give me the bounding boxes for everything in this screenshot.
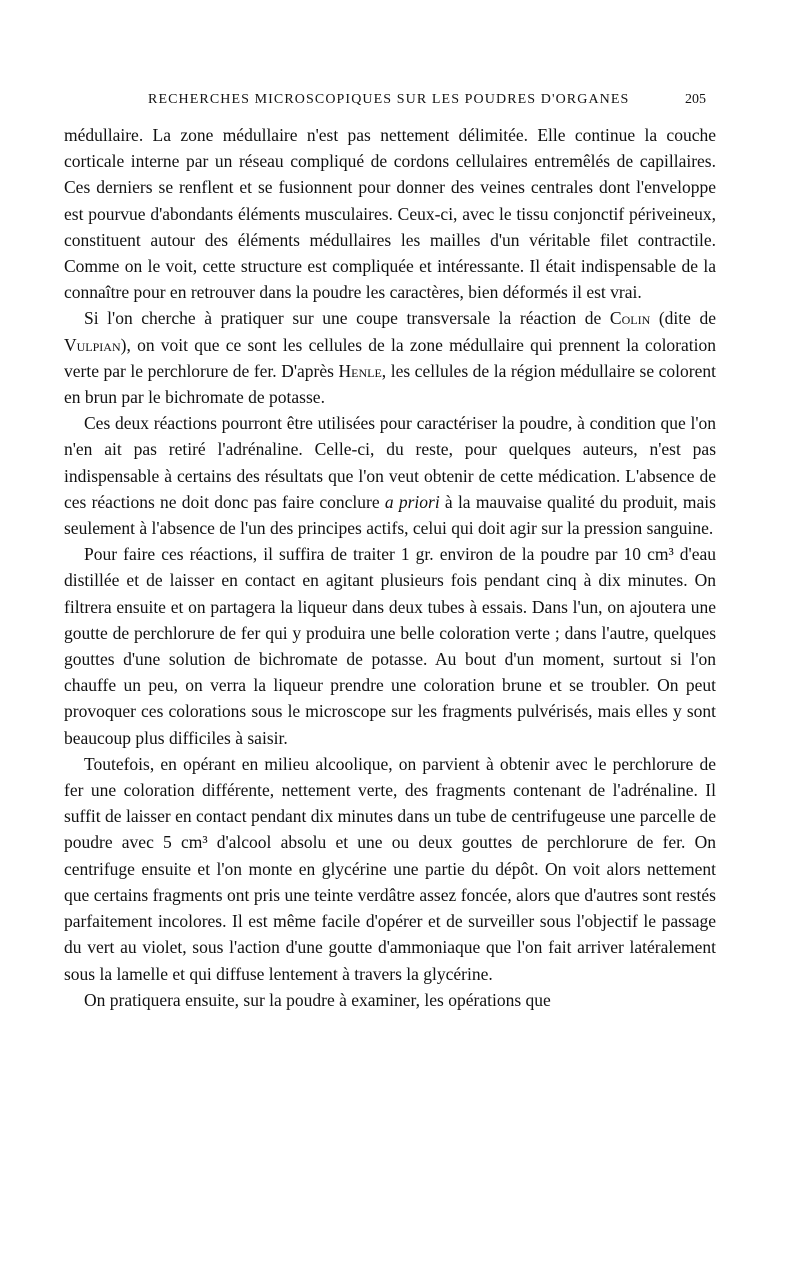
text-run: à la mauvaise qualité du produit, mais seulement à l'absence de l'un des principes actifs, celui qui doit agir sur la pression sanguine. xyxy=(64,491,716,539)
page-number: 205 xyxy=(685,92,706,107)
text-run: On pratiquera ensuite, sur la poudre à examiner, les opérations que xyxy=(84,989,551,1010)
paragraph xyxy=(64,410,716,541)
text-run: Pour faire ces réactions, il suffira de traiter 1 gr. environ de la poudre par 10 cm³ d'eau distillée et de laisser en contact en agitant plusieurs fois pendant cinq à dix minutes. On filtrera ensuite et on partagera la liqueur dans deux tubes à essais. Dans l'un, on ajoutera une goutte de perchlorure de fer qui y produira une belle coloration verte ; dans l'autre, quelques gouttes d'une solution de bichromate de potasse. Au bout d'un moment, surtout si l'on chauffe un peu, on verra la liqueur prendre une coloration brune et se troubler. On peut provoquer ces colorations sous le microscope sur les fragments pulvérisés, mais elles y sont beaucoup plus difficiles à saisir. xyxy=(64,544,716,748)
page-header xyxy=(122,92,706,112)
text-run: Toutefois, en opérant en milieu alcoolique, on parvient à obtenir avec le perchlorure de fer une coloration différente, nettement verte, des fragments contenant de l'adrénaline. Il suffit de laisser en contact pendant dix minutes dans un tube de centrifugeuse une parcelle de poudre avec 5 cm³ d'alcool absolu et une ou deux gouttes de perchlorure de fer. On centrifuge ensuite et l'on monte en glycérine une partie du dépôt. On voit alors nettement que certains fragments ont pris une teinte verdâtre assez foncée, alors que d'autres sont restés parfaitement incolores. Il est même facile d'opérer et de surveiller sous l'objectif le passage du vert au violet, sous l'action d'une goutte d'ammoniaque que l'on fait arriver latéralement sous la lamelle et qui diffuse lentement à travers la glycérine. xyxy=(64,753,716,984)
paragraph xyxy=(64,541,716,751)
body-text xyxy=(64,122,716,1013)
author-name: Colin xyxy=(609,308,651,329)
author-name: Henle xyxy=(338,360,382,381)
text-run: (dite de xyxy=(650,308,716,329)
text-run: médullaire. La zone médullaire n'est pas nettement délimitée. Elle continue la couche corticale interne par un réseau compliqué de cordons cellulaires entremêlés de capillaires. Ces derniers se renflent et se fusionnent pour donner des veines centrales dont l'enveloppe est pourvue d'abondants éléments musculaires. Ceux-ci, avec le tissu conjonctif périveineux, constituent autour des éléments médullaires les mailles d'un véritable filet contractile. Comme on le voit, cette structure est compliquée et intéressante. Il était indispensable de la connaître pour en retrouver dans la poudre les caractères, bien déformés il est vrai. xyxy=(64,125,716,303)
paragraph xyxy=(64,305,716,410)
text-run: Ces deux réactions pourront être utilisées pour caractériser la poudre, à condition que l'on n'en ait pas retiré l'adrénaline. Celle-ci, du reste, pour quelques auteurs, n'est pas indispensable à certains des résultats que l'on veut obtenir de cette médication. L'absence de ces réactions ne doit donc pas faire conclure xyxy=(64,413,716,512)
italic-phrase: a priori xyxy=(384,491,440,512)
text-run: Si l'on cherche à pratiquer sur une coupe transversale la réaction de xyxy=(84,308,610,329)
text-run: , les cellules de la région médullaire se colorent en brun par le bichromate de potasse. xyxy=(64,360,716,408)
running-title: RECHERCHES MICROSCOPIQUES SUR LES POUDRES D'ORGANES xyxy=(148,92,630,107)
paragraph xyxy=(64,751,716,987)
author-name: Vulpian xyxy=(64,334,121,355)
text-run: ), on voit que ce sont les cellules de la zone médullaire qui prennent la coloration verte par le perchlorure de fer. D'après xyxy=(64,334,716,381)
paragraph xyxy=(64,122,716,305)
paragraph xyxy=(64,987,716,1013)
